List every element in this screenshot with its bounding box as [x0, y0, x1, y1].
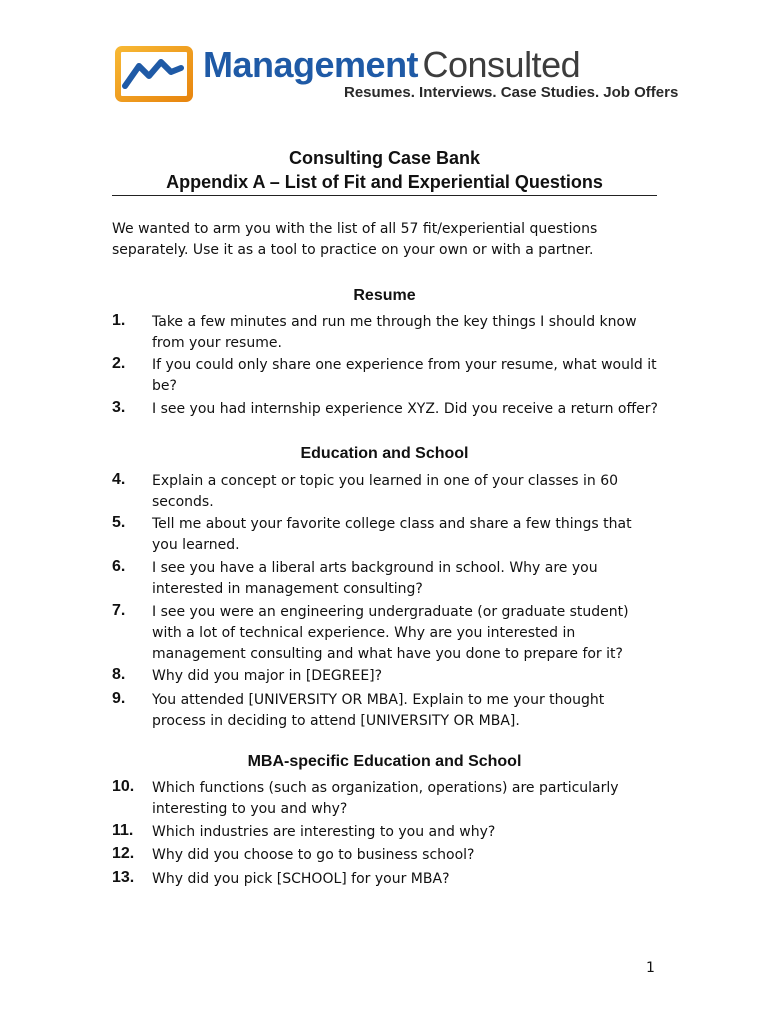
- question-text: Which functions (such as organization, operations) are particularly interesting to you and why?: [152, 780, 619, 817]
- question-number: 9.: [112, 690, 126, 707]
- question-text: Take a few minutes and run me through the key things I should know from your resume.: [152, 314, 637, 351]
- section-heading-mba: MBA-specific Education and School: [247, 753, 522, 770]
- question-item: [112, 355, 660, 397]
- question-item: [112, 602, 660, 665]
- question-text: Why did you pick [SCHOOL] for your MBA?: [152, 871, 450, 887]
- question-item: [112, 471, 660, 513]
- section-heading-education: Education and School: [300, 445, 469, 462]
- question-number: 4.: [112, 471, 126, 488]
- question-item: [112, 666, 660, 687]
- title-divider: [112, 195, 657, 196]
- question-text: Why did you major in [DEGREE]?: [152, 668, 383, 684]
- question-number: 1.: [112, 312, 126, 329]
- question-number: 8.: [112, 666, 126, 683]
- intro-paragraph: We wanted to arm you with the list of all 57 fit/experiential questions separately. Use it as a tool to practice on your own or with a partner.: [112, 221, 598, 258]
- brand-name: [203, 44, 580, 86]
- question-text: I see you had internship experience XYZ. Did you receive a return offer?: [152, 401, 658, 417]
- question-text: Why did you choose to go to business school?: [152, 847, 475, 863]
- question-text: I see you were an engineering undergraduate (or graduate student) with a lot of technical experience. Why are you interested in management consulting and what have you done to prepare for it?: [152, 604, 629, 662]
- question-number: 11.: [112, 822, 134, 839]
- question-number: 12.: [112, 845, 135, 862]
- question-text: You attended [UNIVERSITY OR MBA]. Explain to me your thought process in deciding to attend [UNIVERSITY OR MBA].: [152, 692, 605, 729]
- question-item: [112, 822, 660, 843]
- question-text: Which industries are interesting to you and why?: [152, 824, 496, 840]
- question-number: 5.: [112, 514, 126, 531]
- brand-name-part2: Consulted: [422, 44, 581, 85]
- question-number: 3.: [112, 399, 126, 416]
- question-text: Explain a concept or topic you learned in one of your classes in 60 seconds.: [152, 473, 619, 510]
- question-item: [112, 778, 660, 820]
- question-text: Tell me about your favorite college class and share a few things that you learned.: [152, 516, 632, 553]
- brand-tagline: Resumes. Interviews. Case Studies. Job Offers: [344, 84, 679, 101]
- title-line-2: Appendix A – List of Fit and Experiential Questions: [166, 172, 603, 192]
- question-number: 10.: [112, 778, 135, 795]
- question-number: 7.: [112, 602, 126, 619]
- question-item: [112, 558, 660, 600]
- page-number: 1: [646, 960, 655, 976]
- question-item: [112, 690, 660, 732]
- question-text: If you could only share one experience from your resume, what would it be?: [152, 357, 657, 394]
- question-number: 6.: [112, 558, 126, 575]
- brand-name-part1: Management: [203, 44, 419, 85]
- question-item: [112, 399, 660, 420]
- brand-logo: [115, 44, 679, 104]
- question-item: [112, 312, 660, 354]
- document-title: [112, 146, 657, 194]
- question-text: I see you have a liberal arts background in school. Why are you interested in management consulting?: [152, 560, 598, 597]
- chart-line-logo-icon: [115, 46, 195, 102]
- question-item: [112, 514, 660, 556]
- section-heading-resume: Resume: [353, 287, 416, 304]
- question-item: [112, 869, 660, 890]
- question-number: 13.: [112, 869, 135, 886]
- question-number: 2.: [112, 355, 126, 372]
- question-item: [112, 845, 660, 866]
- title-line-1: Consulting Case Bank: [288, 148, 481, 168]
